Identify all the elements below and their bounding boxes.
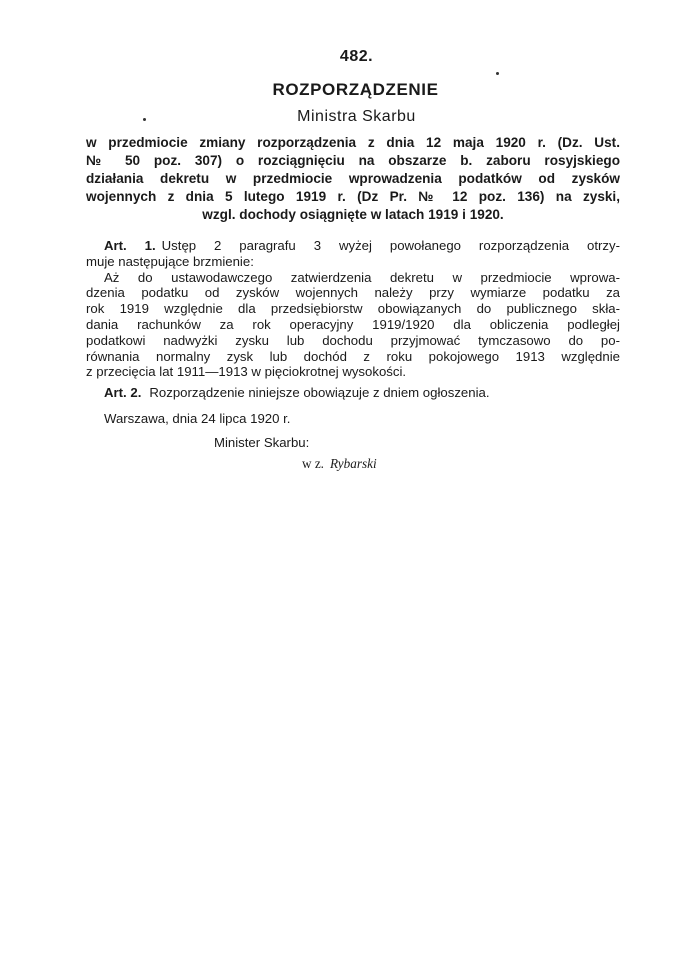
quoted-line: dzenia podatku od zysków wojennych należy przy wymiarze podatku za xyxy=(86,285,620,301)
quoted-line: z przecięcia lat 1911—1913 w pięciokrotnej wysokości. xyxy=(86,364,407,380)
quoted-line: równania normalny zysk lub dochód z roku pokojowego 1913 względnie xyxy=(86,348,620,364)
article-1-intro-text: Ustęp 2 paragrafu 3 wyżej powołanego rozporządzenia otrzy- xyxy=(161,238,621,253)
page-number: 482. xyxy=(339,48,374,65)
quoted-line: rok 1919 względnie dla przedsiębiorstw obowiązanych do publicznego skła- xyxy=(86,301,620,317)
article-2 xyxy=(104,385,490,400)
preamble-line: działania dekretu w przedmiocie wprowadzenia podatków od zysków xyxy=(86,171,620,186)
signature xyxy=(302,456,377,472)
quoted-line: podatkowi nadwyżki zysku lub dochodu przyjmować tymczasowo do po- xyxy=(86,332,620,348)
signature-prefix: w z. xyxy=(302,456,324,471)
ink-speck xyxy=(143,118,146,121)
preamble-line: wojennych z dnia 5 lutego 1919 r. (Dz Pr. № 12 poz. 136) na zyski, xyxy=(86,189,620,204)
article-2-label: Art. 2. xyxy=(104,385,142,400)
preamble-line: wzgl. dochody osiągnięte w latach 1919 i 1920. xyxy=(202,207,504,222)
article-2-text: Rozporządzenie niniejsze obowiązuje z dniem ogłoszenia. xyxy=(149,385,490,400)
signature-name: Rybarski xyxy=(329,456,377,471)
signer-role: Minister Skarbu: xyxy=(214,435,310,450)
preamble xyxy=(86,134,620,224)
article-1 xyxy=(86,238,620,380)
place-and-date: Warszawa, dnia 24 lipca 1920 r. xyxy=(104,411,291,426)
quoted-line: Aż do ustawodawczego zatwierdzenia dekretu w przedmiocie wprowa- xyxy=(104,269,620,285)
ink-speck xyxy=(496,72,499,75)
quoted-line: dania rachunków za rok operacyjny 1919/1920 dla obliczenia podległej xyxy=(86,316,620,332)
document-title: ROZPORZĄDZENIE xyxy=(272,80,439,99)
article-1-label: Art. 1. xyxy=(104,238,156,253)
preamble-line: w przedmiocie zmiany rozporządzenia z dnia 12 maja 1920 r. (Dz. Ust. xyxy=(86,135,620,150)
preamble-line: № 50 poz. 307) o rozciągnięciu na obszarze b. zaboru rosyjskiego xyxy=(86,153,620,168)
article-1-intro xyxy=(86,238,620,254)
article-1-intro-continued: muje następujące brzmienie: xyxy=(86,253,254,269)
document-subtitle: Ministra Skarbu xyxy=(297,108,416,125)
